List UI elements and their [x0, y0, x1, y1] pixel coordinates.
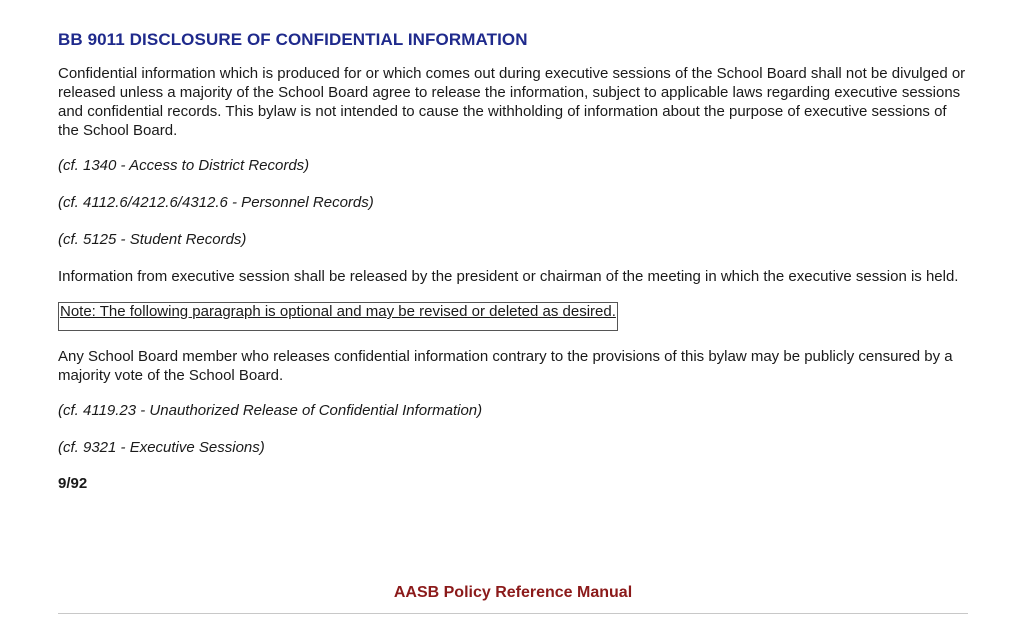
cross-reference-unauthorized-release: (cf. 4119.23 - Unauthorized Release of Confidential Information)	[58, 402, 483, 419]
document-body	[58, 30, 968, 492]
cross-reference-student-records: (cf. 5125 - Student Records)	[58, 231, 247, 248]
cross-reference-executive-sessions: (cf. 9321 - Executive Sessions)	[58, 439, 265, 456]
cross-reference-1340: (cf. 1340 - Access to District Records)	[58, 157, 310, 174]
page-title: BB 9011 DISCLOSURE OF CONFIDENTIAL INFORMATION	[58, 30, 528, 49]
adoption-date: 9/92	[58, 475, 88, 492]
cross-reference-personnel-records: (cf. 4112.6/4212.6/4312.6 - Personnel Records)	[58, 194, 374, 211]
footer-manual-title: AASB Policy Reference Manual	[393, 584, 633, 601]
paragraph-release-information: Information from executive session shall be released by the president or chairman of the meeting in which the executive session is held.	[58, 268, 959, 285]
paragraph-confidential-info: Confidential information which is produced for or which comes out during executive sessions of the School Board shall not be divulged or released unless a majority of the School Board agree to release the information, subject to applicable laws regarding executive sessions and confidential records. This bylaw is not intended to cause the withholding of information about the purpose of executive sessions of the School Board.	[58, 65, 966, 139]
paragraph-censure: Any School Board member who releases confidential information contrary to the provisions of this bylaw may be publicly censured by a majority vote of the School Board.	[58, 348, 953, 384]
footer-divider	[58, 613, 968, 614]
optional-note-box: Note: The following paragraph is optional and may be revised or deleted as desired.	[58, 302, 618, 331]
